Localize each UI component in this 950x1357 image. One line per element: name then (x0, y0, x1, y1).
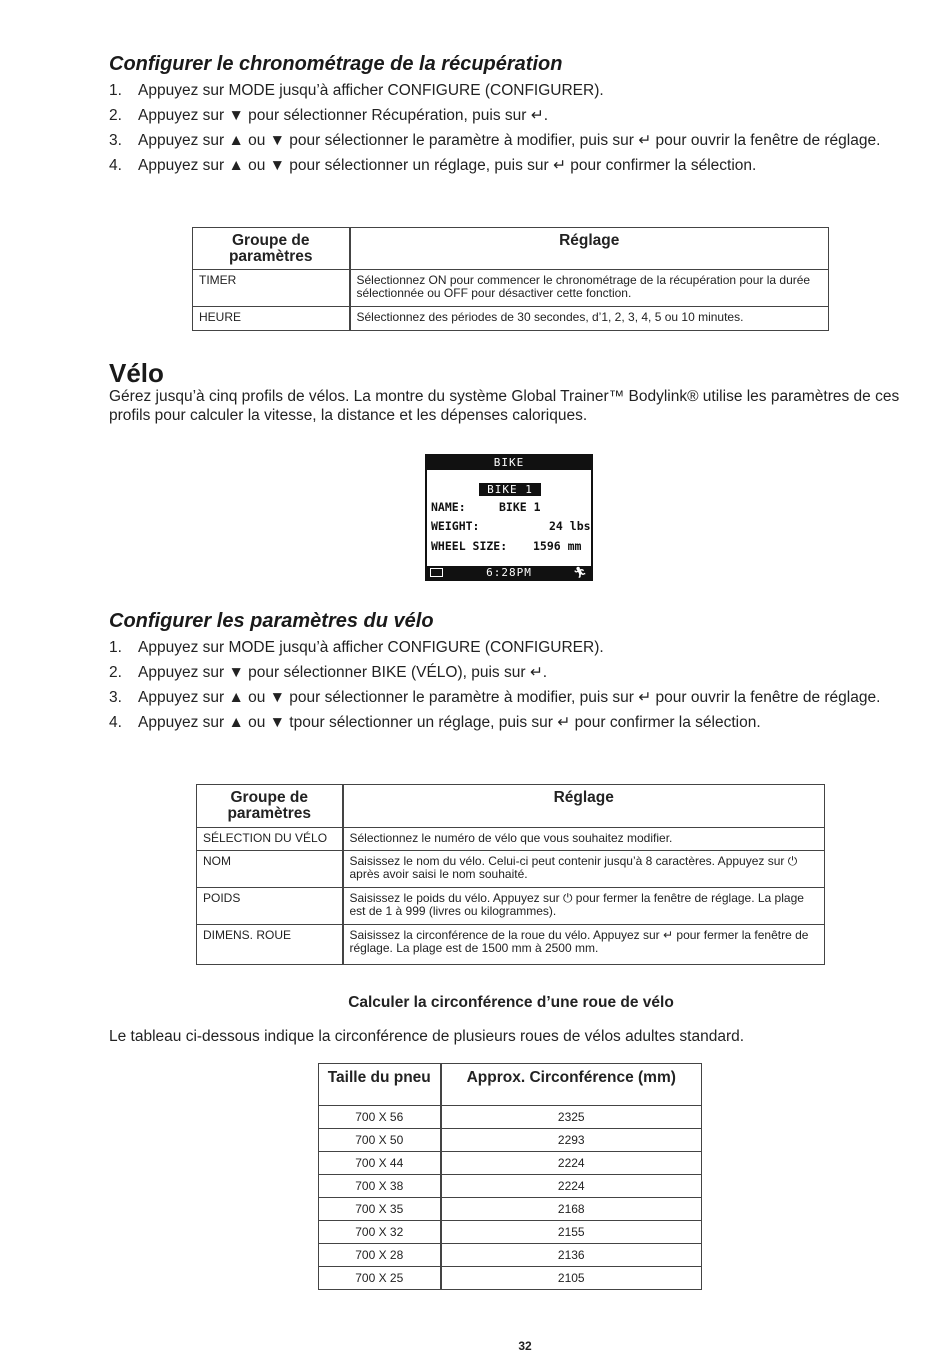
list-item: 3. Appuyez sur ▲ ou ▼ pour sélectionner le paramètre à modifier, puis sur ↵ pour ouvrir la fenêtre de réglage. (109, 689, 881, 706)
watch-screen (425, 454, 593, 581)
bike-steps-list (109, 639, 889, 739)
list-item: 1. Appuyez sur MODE jusqu’à afficher CONFIGURE (CONFIGURER). (109, 639, 604, 656)
table-header-setting: Réglage (343, 785, 825, 828)
list-item: 1. Appuyez sur MODE jusqu’à afficher CONFIGURE (CONFIGURER). (109, 82, 604, 99)
table-row (197, 888, 825, 925)
table-row: 700 X 44 2224 (319, 1152, 702, 1175)
screen-selected-bike: BIKE 1 (479, 483, 541, 496)
table-cell-group: POIDS (197, 888, 343, 925)
recovery-params-table (192, 227, 829, 331)
list-item: 4. Appuyez sur ▲ ou ▼ pour sélectionner un réglage, puis sur ↵ pour confirmer la sélection. (109, 157, 757, 174)
wheel-circumference-intro: Le tableau ci-dessous indique la circonférence de plusieurs roues de vélos adultes standard. (109, 1028, 745, 1045)
table-row (197, 925, 825, 965)
page-number: 32 (518, 1339, 532, 1353)
screen-row-wheel: WHEEL SIZE: 1596 mm (431, 539, 582, 553)
list-item: 2. Appuyez sur ▼ pour sélectionner Récupération, puis sur ↵. (109, 107, 549, 124)
table-cell-setting: Sélectionnez des périodes de 30 secondes, d’1, 2, 3, 4, 5 ou 10 minutes. (350, 307, 829, 331)
table-row (193, 307, 829, 331)
table-cell-setting: Saisissez la circonférence de la roue du vélo. Appuyez sur ↵ pour fermer la fenêtre de réglage. La plage est de 1500 mm à 2500 mm. (343, 925, 825, 965)
table-cell-setting: Sélectionnez ON pour commencer le chronométrage de la récupération pour la durée sélectionnée ou OFF pour désactiver cette fonction. (350, 270, 829, 307)
screen-header: BIKE (427, 456, 591, 470)
table-cell-group: DIMENS. ROUE (197, 925, 343, 965)
table-row: 700 X 28 2136 (319, 1244, 702, 1267)
battery-icon (430, 568, 443, 577)
table-cell-setting: Saisissez le poids du vélo. Appuyez sur ⏻ pour fermer la fenêtre de réglage. La plage est de 1 à 999 (livres ou kilogrammes). (343, 888, 825, 925)
table-cell-group: HEURE (193, 307, 350, 331)
table-row: 700 X 32 2155 (319, 1221, 702, 1244)
recovery-steps-list (109, 82, 889, 182)
velo-intro: Gérez jusqu’à cinq profils de vélos. La montre du système Global Trainer™ Bodylink® utilise les paramètres de ces profils pour calculer la vitesse, la distance et les dépenses caloriques. (109, 388, 900, 424)
list-item: 2. Appuyez sur ▼ pour sélectionner BIKE (VÉLO), puis sur ↵. (109, 664, 548, 681)
table-cell-group: NOM (197, 851, 343, 888)
table-cell-setting: Sélectionnez le numéro de vélo que vous souhaitez modifier. (343, 828, 825, 851)
wheel-circumference-title: Calculer la circonférence d’une roue de vélo (348, 994, 674, 1011)
screen-row-weight: WEIGHT: 24 lbs (431, 519, 591, 533)
bike-params-table (196, 784, 825, 965)
recovery-timing-title: Configurer le chronométrage de la récupération (109, 53, 563, 75)
table-header-size: Taille du pneu (319, 1064, 441, 1106)
table-header-setting: Réglage (350, 228, 829, 270)
bike-params-title: Configurer les paramètres du vélo (109, 610, 434, 632)
list-item: 3. Appuyez sur ▲ ou ▼ pour sélectionner le paramètre à modifier, puis sur ↵ pour ouvrir la fenêtre de réglage. (109, 132, 881, 149)
screen-time: 6:28PM (486, 566, 532, 579)
table-row: 700 X 35 2168 (319, 1198, 702, 1221)
table-cell-setting: Saisissez le nom du vélo. Celui-ci peut contenir jusqu’à 8 caractères. Appuyez sur ⏻ après avoir saisi le nom souhaité. (343, 851, 825, 888)
table-row: 700 X 56 2325 (319, 1106, 702, 1129)
table-row: 700 X 25 2105 (319, 1267, 702, 1290)
screen-row-name: NAME: BIKE 1 (431, 500, 541, 514)
table-header-group: Groupe de paramètres (193, 228, 350, 270)
screen-footer (427, 566, 591, 579)
table-cell-group: SÉLECTION DU VÉLO (197, 828, 343, 851)
table-row: 700 X 38 2224 (319, 1175, 702, 1198)
list-item: 4. Appuyez sur ▲ ou ▼ tpour sélectionner un réglage, puis sur ↵ pour confirmer la sélection. (109, 714, 761, 731)
table-row (197, 828, 825, 851)
table-row (193, 270, 829, 307)
runner-icon: 🏃︎ (573, 566, 587, 579)
table-header-circumference: Approx. Circonférence (mm) (441, 1064, 702, 1106)
table-cell-group: TIMER (193, 270, 350, 307)
tire-circumference-table (318, 1063, 702, 1290)
velo-title: Vélo (109, 358, 164, 388)
table-header-group: Groupe de paramètres (197, 785, 343, 828)
table-row (197, 851, 825, 888)
table-row: 700 X 50 2293 (319, 1129, 702, 1152)
